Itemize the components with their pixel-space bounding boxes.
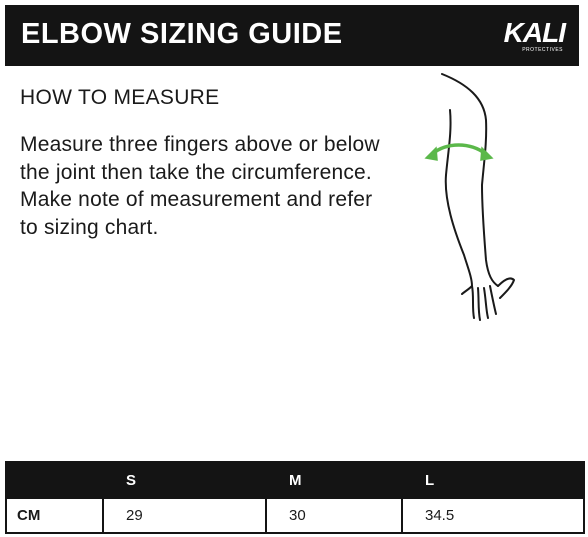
measure-arrow — [426, 145, 492, 160]
page-title: ELBOW SIZING GUIDE — [21, 18, 343, 50]
brand-tagline: PROTECTIVES — [522, 47, 563, 53]
cell-medium-value: 30 — [266, 498, 402, 533]
table-row — [6, 498, 584, 533]
cell-small-value: 29 — [103, 498, 266, 533]
measure-instructions: Measure three fingers above or below the joint then take the circumference. Make note of measurement and refer to sizing chart. — [20, 133, 380, 239]
how-to-measure-heading: HOW TO MEASURE — [20, 86, 220, 109]
header-bar — [5, 5, 579, 66]
size-chart-header-row — [6, 462, 584, 498]
arm-measure-icon — [412, 70, 527, 325]
arm-outline-left — [446, 110, 472, 286]
size-chart-table — [5, 461, 585, 534]
header-cell-medium: M — [266, 462, 402, 498]
cell-large-value: 34.5 — [402, 498, 584, 533]
row-unit-label: CM — [6, 498, 103, 533]
brand-logo — [479, 18, 565, 56]
hand-outline — [462, 278, 514, 320]
header-cell-small: S — [103, 462, 266, 498]
arm-outline-right — [442, 74, 498, 286]
brand-name: KALI — [503, 17, 565, 48]
header-cell-large: L — [402, 462, 584, 498]
header-cell-empty — [6, 462, 103, 498]
